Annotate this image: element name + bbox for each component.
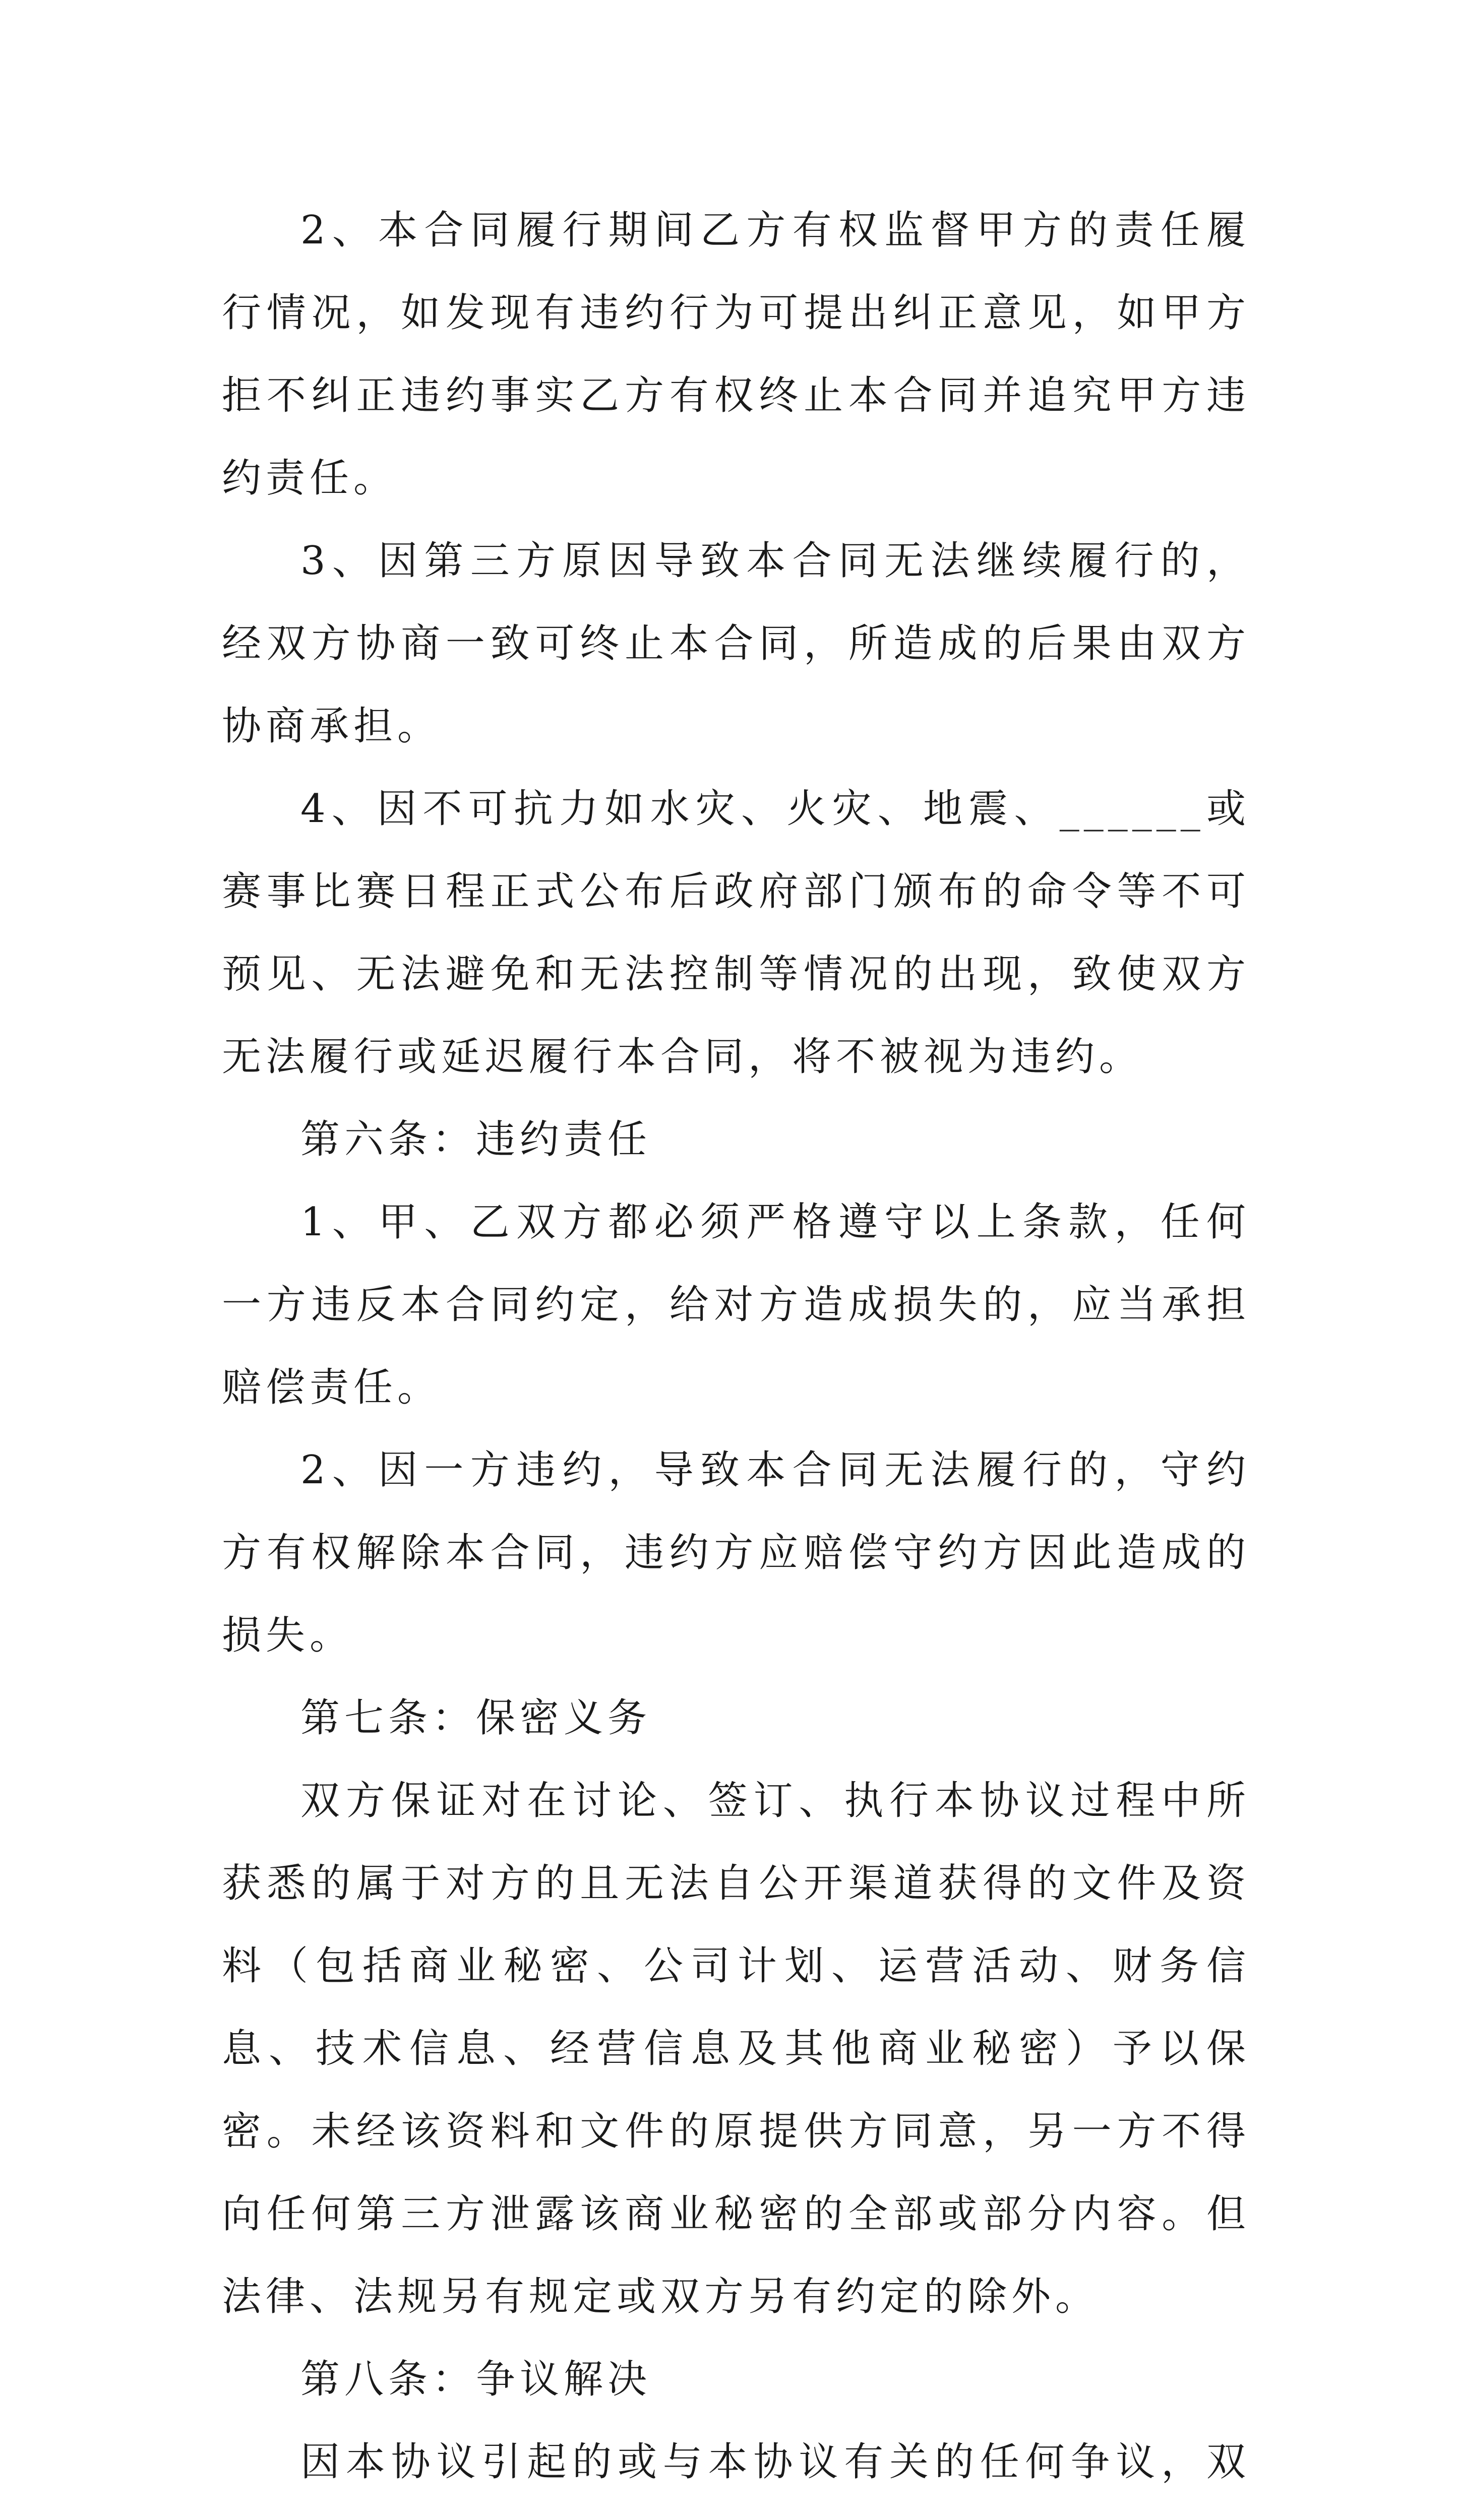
article-heading: 第七条：保密义务 (300, 1695, 652, 1741)
clause-paragraph: 双方保证对在讨论、签订、执行本协议过程中所获悉的属于对方的且无法自公开渠道获得的文件及资料（包括商业秘密、公司计划、运营活动、财务信息、技术信息、经营信息及其他商业秘密）予以保密。未经该资料和文件的原提供方同意，另一方不得向任何第三方泄露该商业秘密的全部或部分内容。但法律、法规另有规定或双方另有约定的除外。 (222, 1778, 1250, 2319)
article-heading: 第八条：争议解决 (300, 2357, 652, 2402)
clause-paragraph: 2、因一方违约，导致本合同无法履行的，守约方有权解除本合同，违约方应赔偿守约方因此造成的损失。 (222, 1447, 1250, 1658)
clause-paragraph: 2、本合同履行期间乙方有权监督甲方的责任履行情况，如发现有违约行为可提出纠正意见，如甲方拒不纠正违约事实乙方有权终止本合同并追究甲方违约责任。 (222, 208, 1250, 501)
document-body (222, 189, 1250, 2520)
clause-paragraph: 3、因第三方原因导致本合同无法继续履行的，经双方协商一致可终止本合同，所造成的后果由双方协商承担。 (222, 538, 1250, 749)
clause-paragraph: 1、甲、乙双方都必须严格遵守以上条款，任何一方违反本合同约定，给对方造成损失的，应当承担赔偿责任。 (222, 1200, 1250, 1410)
article-heading: 第六条：违约责任 (300, 1117, 652, 1162)
clause-paragraph: 4、因不可抗力如水灾、火灾、地震、______或赛事比赛日程正式公布后政府部门颁布的命令等不可预见、无法避免和无法控制等情况的出现，致使双方无法履行或延迟履行本合同，将不被视为违约。 (222, 786, 1250, 1080)
clause-paragraph: 因本协议引起的或与本协议有关的任何争议，双 (300, 2439, 1250, 2485)
